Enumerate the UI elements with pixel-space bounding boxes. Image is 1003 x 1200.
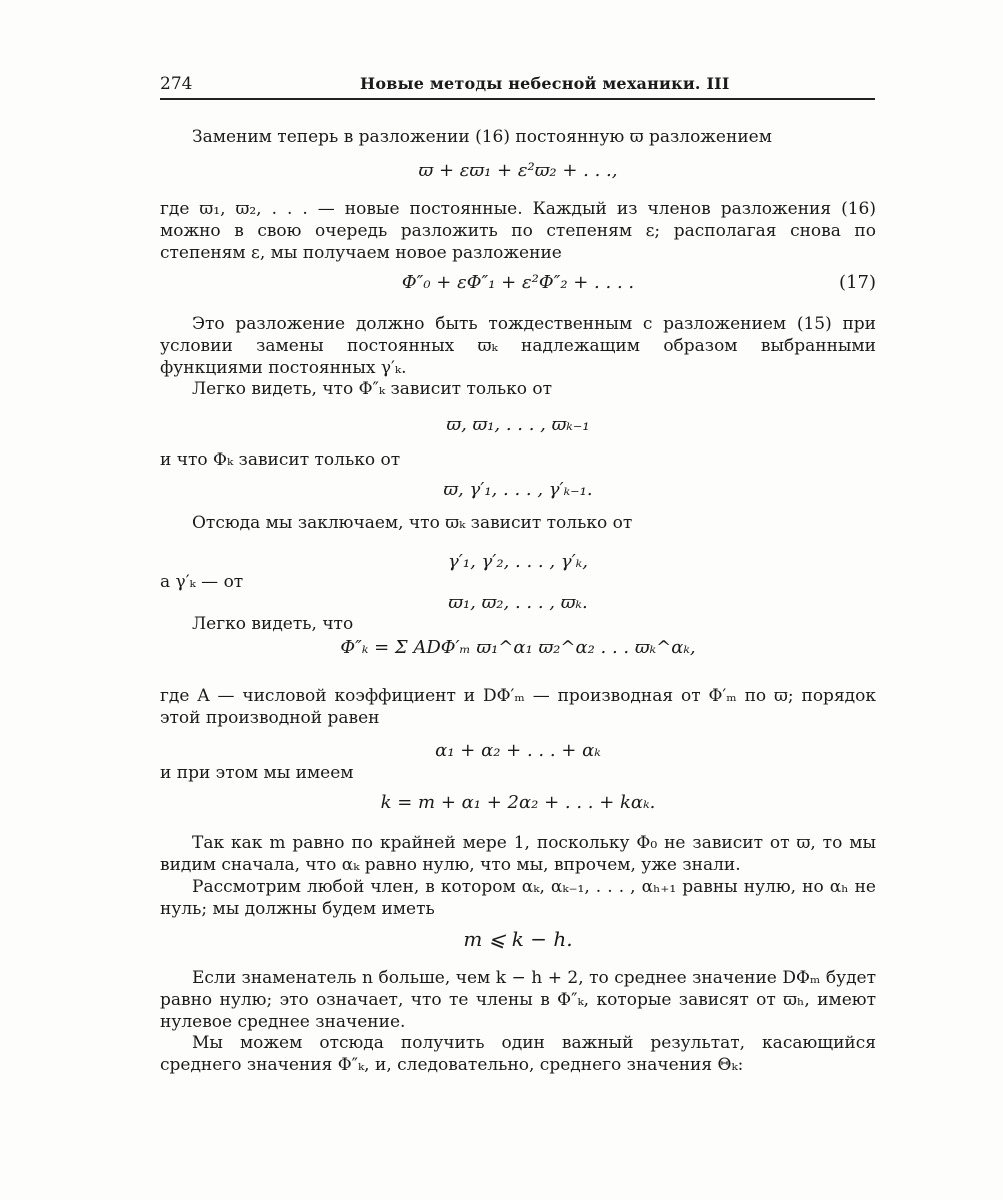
equation-dependence-3: γ′₁, γ′₂, . . . , γ′ₖ, — [448, 551, 588, 572]
paragraph-4: Легко видеть, что Φ″ₖ зависит только от — [192, 379, 553, 399]
running-title: Новые методы небесной механики. III — [360, 74, 730, 93]
equation-inequality: m ⩽ k − h. — [463, 927, 573, 951]
page-number: 274 — [160, 74, 193, 94]
running-header — [160, 74, 875, 100]
paragraph-3: Это разложение должно быть тождественным с разложением (15) при условии замены постоянных ϖₖ надлежащим образом выбранными функциями постоянных γ′ₖ. — [160, 314, 876, 378]
equation-sum: Φ″ₖ = Σ ADΦ′ₘ ϖ₁^α₁ ϖ₂^α₂ . . . ϖₖ^αₖ, — [340, 637, 696, 658]
paragraph-6: Отсюда мы заключаем, что ϖₖ зависит только от — [192, 513, 633, 533]
paragraph-13: Если знаменатель n больше, чем k − h + 2, то среднее значение DΦₘ будет равно нулю; это означает, что те члены в Φ″ₖ, которые зависят от ϖₕ, имеют нулевое среднее значение. — [160, 968, 876, 1032]
paragraph-9: где A — числовой коэффициент и DΦ′ₘ — производная от Φ′ₘ по ϖ; порядок этой производной равен — [160, 686, 876, 728]
equation-17-number: (17) — [839, 272, 876, 293]
equation-expansion: ϖ + εϖ₁ + ε²ϖ₂ + . . ., — [418, 160, 618, 181]
paragraph-2: где ϖ₁, ϖ₂, . . . — новые постоянные. Каждый из членов разложения (16) можно в свою очередь разложить по степеням ε; располагая снова по степеням ε, мы получаем новое разложение — [160, 199, 876, 263]
equation-17: Φ″₀ + εΦ″₁ + ε²Φ″₂ + . . . . — [401, 272, 635, 293]
paragraph-12: Рассмотрим любой член, в котором αₖ, αₖ₋₁, . . . , αₕ₊₁ равны нулю, но αₕ не нуль; мы должны будем иметь — [160, 877, 876, 919]
paragraph-8: Легко видеть, что — [192, 614, 354, 634]
paragraph-7: а γ′ₖ — от — [160, 572, 244, 592]
paragraph-10: и при этом мы имеем — [160, 763, 354, 783]
paragraph-1: Заменим теперь в разложении (16) постоянную ϖ разложением — [192, 127, 772, 147]
equation-17-row — [160, 272, 876, 294]
paragraph-11: Так как m равно по крайней мере 1, поскольку Φ₀ не зависит от ϖ, то мы видим сначала, что αₖ равно нулю, что мы, впрочем, уже знали. — [160, 833, 876, 875]
paragraph-5: и что Φₖ зависит только от — [160, 450, 401, 470]
equation-dependence-2: ϖ, γ′₁, . . . , γ′ₖ₋₁. — [443, 479, 593, 500]
equation-order: α₁ + α₂ + . . . + αₖ — [435, 740, 601, 761]
equation-dependence-4: ϖ₁, ϖ₂, . . . , ϖₖ. — [448, 592, 588, 613]
equation-k: k = m + α₁ + 2α₂ + . . . + kαₖ. — [380, 792, 656, 813]
equation-dependence-1: ϖ, ϖ₁, . . . , ϖₖ₋₁ — [446, 414, 590, 435]
paragraph-14: Мы можем отсюда получить один важный результат, касающийся среднего значения Φ″ₖ, и, следовательно, среднего значения Θₖ: — [160, 1033, 876, 1075]
